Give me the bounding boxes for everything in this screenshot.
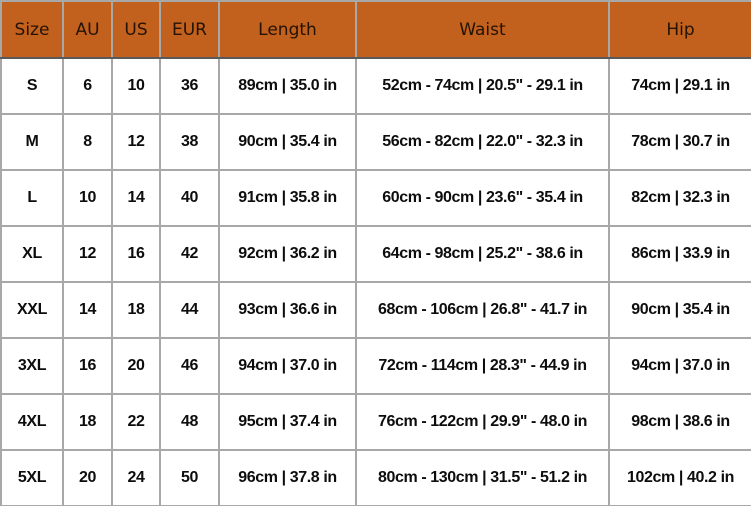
cell-eur: 38	[160, 114, 219, 170]
cell-hip: 90cm | 35.4 in	[609, 282, 751, 338]
cell-length: 95cm | 37.4 in	[219, 394, 356, 450]
cell-length: 96cm | 37.8 in	[219, 450, 356, 506]
cell-waist: 52cm - 74cm | 20.5" - 29.1 in	[356, 58, 609, 114]
cell-au: 8	[63, 114, 112, 170]
size-chart-header-row	[1, 1, 751, 58]
cell-length: 93cm | 36.6 in	[219, 282, 356, 338]
column-header-length: Length	[219, 1, 356, 58]
cell-eur: 44	[160, 282, 219, 338]
cell-size: 4XL	[1, 394, 63, 450]
cell-waist: 68cm - 106cm | 26.8" - 41.7 in	[356, 282, 609, 338]
cell-length: 92cm | 36.2 in	[219, 226, 356, 282]
cell-hip: 98cm | 38.6 in	[609, 394, 751, 450]
cell-eur: 48	[160, 394, 219, 450]
cell-waist: 72cm - 114cm | 28.3" - 44.9 in	[356, 338, 609, 394]
cell-hip: 74cm | 29.1 in	[609, 58, 751, 114]
cell-au: 12	[63, 226, 112, 282]
cell-size: 5XL	[1, 450, 63, 506]
cell-us: 14	[112, 170, 160, 226]
cell-us: 24	[112, 450, 160, 506]
cell-length: 94cm | 37.0 in	[219, 338, 356, 394]
cell-hip: 82cm | 32.3 in	[609, 170, 751, 226]
table-row-xxl	[1, 282, 751, 338]
table-row-3xl	[1, 338, 751, 394]
cell-waist: 60cm - 90cm | 23.6" - 35.4 in	[356, 170, 609, 226]
table-row-5xl	[1, 450, 751, 506]
cell-au: 10	[63, 170, 112, 226]
table-row-m	[1, 114, 751, 170]
cell-size: L	[1, 170, 63, 226]
cell-eur: 50	[160, 450, 219, 506]
cell-hip: 94cm | 37.0 in	[609, 338, 751, 394]
cell-au: 18	[63, 394, 112, 450]
cell-us: 16	[112, 226, 160, 282]
cell-size: M	[1, 114, 63, 170]
cell-size: XXL	[1, 282, 63, 338]
cell-au: 20	[63, 450, 112, 506]
cell-us: 18	[112, 282, 160, 338]
table-row-l	[1, 170, 751, 226]
cell-length: 91cm | 35.8 in	[219, 170, 356, 226]
cell-au: 6	[63, 58, 112, 114]
cell-size: 3XL	[1, 338, 63, 394]
cell-hip: 78cm | 30.7 in	[609, 114, 751, 170]
cell-length: 89cm | 35.0 in	[219, 58, 356, 114]
table-row-4xl	[1, 394, 751, 450]
cell-waist: 56cm - 82cm | 22.0" - 32.3 in	[356, 114, 609, 170]
cell-eur: 46	[160, 338, 219, 394]
cell-hip: 102cm | 40.2 in	[609, 450, 751, 506]
cell-au: 14	[63, 282, 112, 338]
cell-size: XL	[1, 226, 63, 282]
column-header-waist: Waist	[356, 1, 609, 58]
cell-waist: 80cm - 130cm | 31.5" - 51.2 in	[356, 450, 609, 506]
table-row-s	[1, 58, 751, 114]
column-header-size: Size	[1, 1, 63, 58]
cell-us: 12	[112, 114, 160, 170]
cell-length: 90cm | 35.4 in	[219, 114, 356, 170]
cell-us: 22	[112, 394, 160, 450]
cell-eur: 40	[160, 170, 219, 226]
column-header-au: AU	[63, 1, 112, 58]
column-header-eur: EUR	[160, 1, 219, 58]
column-header-hip: Hip	[609, 1, 751, 58]
cell-au: 16	[63, 338, 112, 394]
cell-waist: 64cm - 98cm | 25.2" - 38.6 in	[356, 226, 609, 282]
cell-eur: 36	[160, 58, 219, 114]
cell-hip: 86cm | 33.9 in	[609, 226, 751, 282]
cell-us: 20	[112, 338, 160, 394]
cell-waist: 76cm - 122cm | 29.9" - 48.0 in	[356, 394, 609, 450]
table-row-xl	[1, 226, 751, 282]
column-header-us: US	[112, 1, 160, 58]
cell-us: 10	[112, 58, 160, 114]
cell-eur: 42	[160, 226, 219, 282]
cell-size: S	[1, 58, 63, 114]
